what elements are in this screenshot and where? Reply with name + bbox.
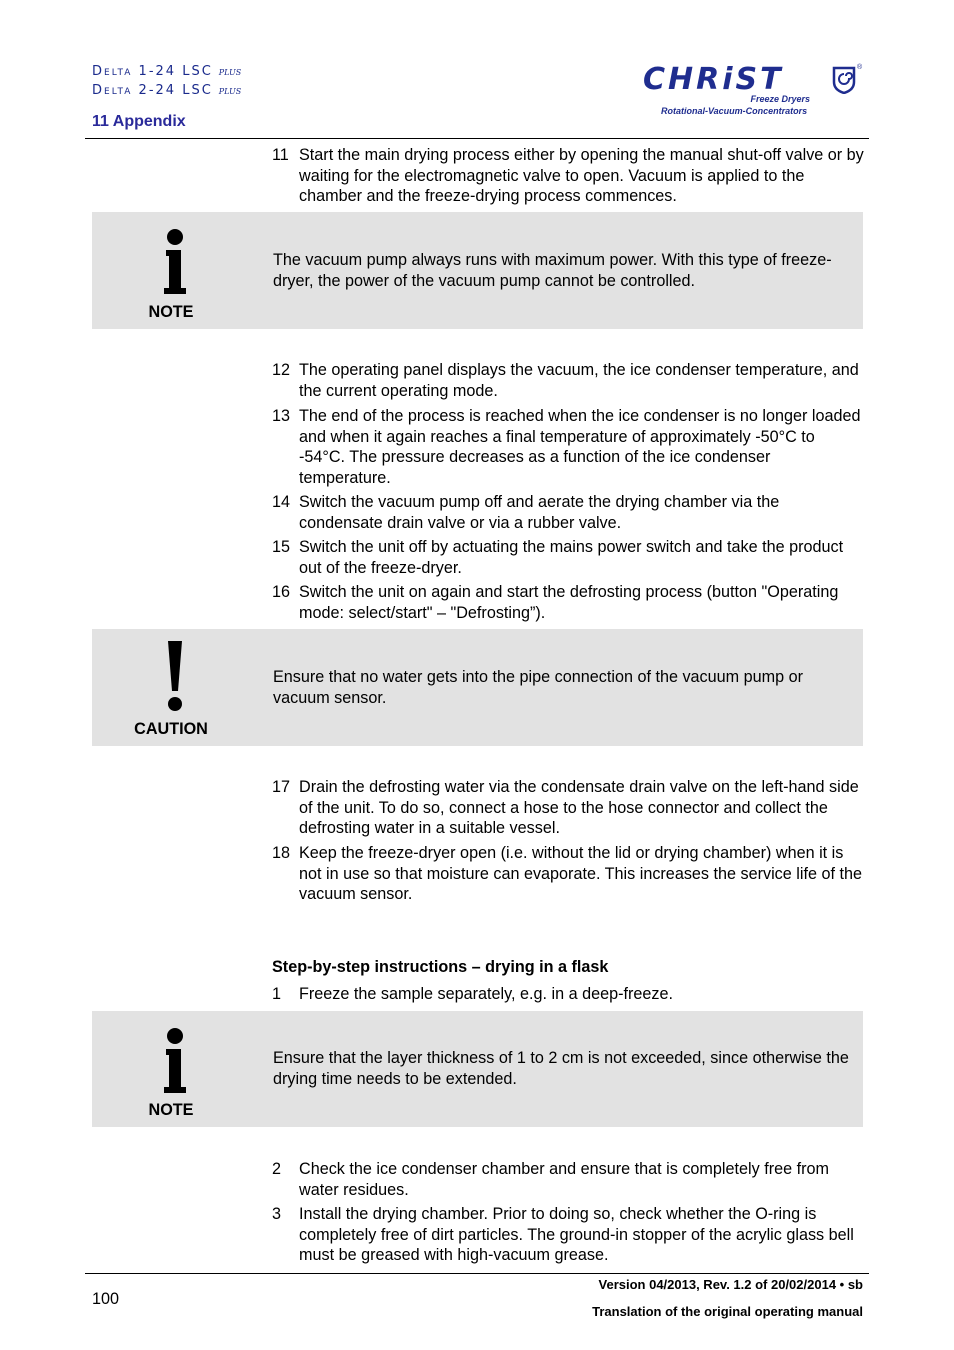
note-box [92,1011,863,1127]
list-item: 1 Freeze the sample separately, e.g. in a deep-freeze. [272,985,674,1003]
note-label: NOTE [148,1101,194,1119]
model-name-1: Delta 1-24 LSC plus [92,64,242,79]
list-item: 11 Start the main drying process either by opening the manual shut-off valve or by waiting for the electromagnetic valve to open. Vacuum is applied to the chamber and the freeze-drying process commences. [272,146,864,205]
footer-rule [85,1273,869,1274]
list-item: 17 Drain the defrosting water via the condensate drain valve on the left-hand side of the unit. To do so, connect a hose to the hose connector and collect the defrosting water in a suitable vessel. [272,778,859,837]
model-name-2: Delta 2-24 LSC plus [92,83,242,98]
list-item: 12 The operating panel displays the vacuum, the ice condenser temperature, and the current operating mode. [272,361,859,400]
christ-logo: CHRiST ® Freeze Dryers Rotational-Vacuum-Concentrators [643,62,863,116]
list-item: 3 Install the drying chamber. Prior to doing so, check whether the O-ring is completely free of dirt particles. The ground-in stopper of the acrylic glass bell must be greased with high-vacuum grease. [272,1205,854,1264]
list-item: 16 Switch the unit on again and start the defrosting process (button "Operating mode: select/start" – "Defrosting”). [272,583,839,622]
caution-text: Ensure that no water gets into the pipe connection of the vacuum pump or vacuum sensor. [273,668,804,707]
list-item: 13 The end of the process is reached when the ice condenser is no longer loaded and when it again reaches a final temperature of approximately -50°C to -54°C. The pressure decreases as a function of the ice condenser temperature. [272,407,861,487]
info-icon [160,1027,190,1095]
header-rule [85,138,869,139]
note-text: The vacuum pump always runs with maximum power. With this type of freeze-dryer, the power of the vacuum pump cannot be controlled. [273,251,832,290]
translation-note: Translation of the original operating manual [592,1304,863,1319]
caution-box [92,629,863,746]
list-item: 15 Switch the unit off by actuating the mains power switch and take the product out of the freeze-dryer. [272,538,844,577]
list-item: 14 Switch the vacuum pump off and aerate the drying chamber via the condensate drain valve or via a rubber valve. [272,493,780,532]
page-number: 100 [92,1290,120,1308]
chapter-title: 11 Appendix [92,113,186,130]
caution-label: CAUTION [134,720,208,738]
version-info: Version 04/2013, Rev. 1.2 of 20/02/2014 • sb [598,1277,863,1292]
section-heading: Step-by-step instructions – drying in a flask [272,958,609,976]
logo-emblem-icon [831,66,857,94]
exclamation-icon [160,639,190,713]
note-text: Ensure that the layer thickness of 1 to 2 cm is not exceeded, since otherwise the drying time needs to be extended. [273,1049,849,1088]
info-icon [160,228,190,296]
note-label: NOTE [148,303,194,321]
list-item: 18 Keep the freeze-dryer open (i.e. without the lid or drying chamber) when it is not in use so that moisture can evaporate. This increases the service life of the vacuum sensor. [272,844,862,903]
note-box [92,212,863,329]
list-item: 2 Check the ice condenser chamber and ensure that is completely free from water residues. [272,1160,829,1199]
